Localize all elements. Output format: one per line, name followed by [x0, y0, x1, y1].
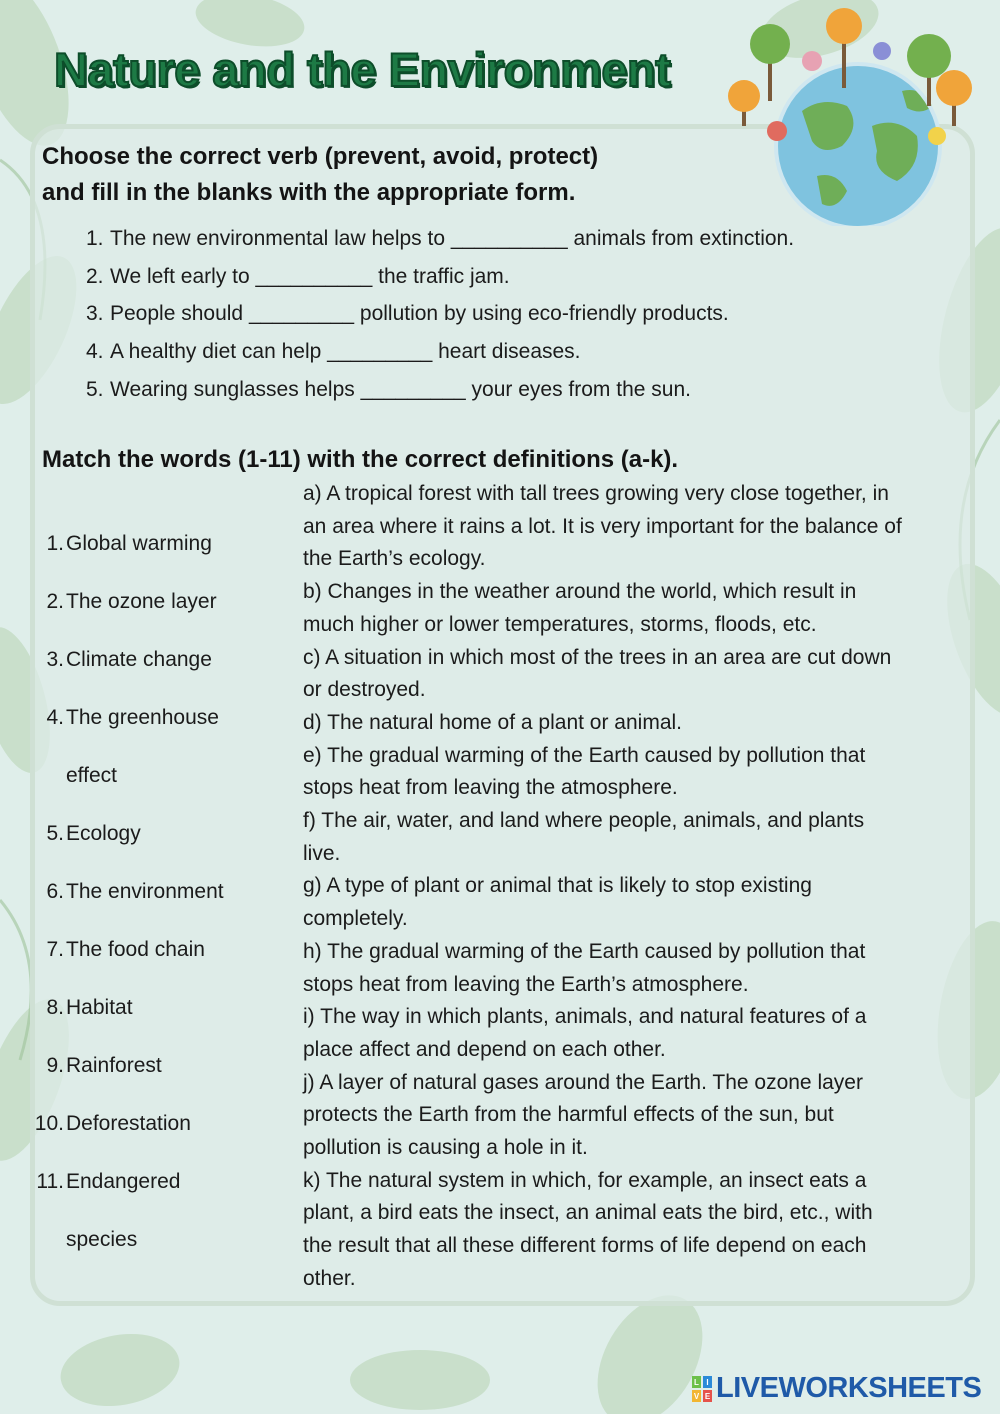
definition-line: k) The natural system in which, for example, an insect eats a: [303, 1168, 867, 1192]
definition-line: the Earth’s ecology.: [303, 547, 486, 571]
word-number: 10.: [34, 1112, 64, 1135]
fill-blanks-instruction: [42, 139, 732, 211]
definition-line: c) A situation in which most of the trees in an area are cut down: [303, 645, 892, 669]
word-label: effect: [66, 764, 117, 787]
word-item: [26, 1211, 296, 1269]
word-number: [26, 747, 66, 805]
fill-blanks-list: [86, 220, 966, 409]
item-text: Wearing sunglasses helps _________ your eyes from the sun.: [110, 377, 691, 401]
item-text: The new environmental law helps to __________ animals from extinction.: [110, 227, 795, 250]
list-item: [86, 371, 966, 409]
word-label: Climate change: [66, 648, 212, 671]
definition-line: live.: [303, 841, 341, 865]
word-label: The ozone layer: [66, 590, 217, 613]
definition-line: completely.: [303, 907, 408, 931]
definition-line: much higher or lower temperatures, storms, floods, etc.: [303, 612, 817, 636]
instruction-line: Choose the correct verb (prevent, avoid, protect): [42, 143, 599, 170]
liveworksheets-logo-icon: [692, 1376, 712, 1402]
list-item: [86, 258, 966, 296]
earth-globe-icon: [722, 6, 984, 226]
word-item: [26, 921, 296, 979]
word-label: Endangered: [66, 1170, 181, 1193]
definition-line: protects the Earth from the harmful effects of the sun, but: [303, 1103, 834, 1127]
word-item: [26, 515, 296, 573]
matching-words-list: [26, 515, 296, 1269]
word-label: Habitat: [66, 996, 133, 1019]
word-item: [26, 689, 296, 747]
item-number: 3.: [86, 302, 104, 326]
word-number: 9.: [46, 1054, 64, 1077]
word-number: 3.: [46, 648, 64, 671]
word-label: Ecology: [66, 822, 141, 845]
word-number: 4.: [46, 706, 64, 729]
item-text: A healthy diet can help _________ heart diseases.: [110, 340, 581, 364]
word-number: 7.: [46, 938, 64, 961]
definition-line: other.: [303, 1266, 356, 1290]
word-number: 8.: [46, 996, 64, 1019]
liveworksheets-logo[interactable]: [692, 1372, 981, 1405]
word-item: [26, 805, 296, 863]
list-item: [86, 333, 966, 371]
definition-line: pollution is causing a hole in it.: [303, 1136, 588, 1160]
definition-line: h) The gradual warming of the Earth caused by pollution that: [303, 939, 866, 963]
word-item: [26, 631, 296, 689]
word-item: [26, 1095, 296, 1153]
definition-line: b) Changes in the weather around the world, which result in: [303, 580, 857, 604]
instruction-line: and fill in the blanks with the appropriate form.: [42, 179, 576, 206]
definition-line: stops heat from leaving the atmosphere.: [303, 776, 678, 800]
page-title: Nature and the Environment: [54, 43, 671, 96]
svg-text:V: V: [693, 1391, 700, 1401]
word-item: [26, 747, 296, 805]
word-item: [26, 573, 296, 631]
word-label: Global warming: [66, 532, 212, 555]
brand-name: LIVEWORKSHEETS: [716, 1372, 982, 1404]
word-label: The food chain: [66, 938, 205, 961]
matching-instruction: Match the words (1-11) with the correct definitions (a-k).: [42, 446, 679, 473]
item-number: 1.: [86, 227, 104, 250]
item-text: People should _________ pollution by using eco-friendly products.: [110, 302, 729, 326]
definition-line: plant, a bird eats the insect, an animal eats the bird, etc., with: [303, 1201, 873, 1225]
word-item: [26, 863, 296, 921]
item-number: 4.: [86, 340, 104, 364]
list-item: [86, 295, 966, 333]
svg-text:L: L: [694, 1377, 699, 1387]
word-number: 11.: [36, 1170, 64, 1193]
svg-text:E: E: [704, 1391, 711, 1401]
svg-text:I: I: [706, 1377, 709, 1387]
item-text: We left early to __________ the traffic jam.: [110, 264, 510, 288]
word-label: The greenhouse: [66, 706, 219, 729]
definition-line: stops heat from leaving the Earth’s atmosphere.: [303, 972, 749, 996]
definition-line: the result that all these different forms of life depend on each: [303, 1234, 867, 1258]
word-number: 1.: [46, 532, 64, 555]
definition-line: g) A type of plant or animal that is likely to stop existing: [303, 874, 812, 898]
word-label: Deforestation: [66, 1112, 191, 1135]
definitions-list: [303, 478, 978, 1296]
definition-line: d) The natural home of a plant or animal.: [303, 710, 682, 734]
definition-line: a) A tropical forest with tall trees growing very close together, in: [303, 482, 889, 505]
word-item: [26, 1153, 296, 1211]
definition-line: an area where it rains a lot. It is very important for the balance of: [303, 514, 902, 538]
word-label: species: [66, 1228, 138, 1251]
word-number: [26, 1211, 66, 1269]
item-number: 5.: [86, 377, 104, 401]
definition-line: i) The way in which plants, animals, and natural features of a: [303, 1005, 867, 1029]
definition-line: f) The air, water, and land where people, animals, and plants: [303, 809, 865, 833]
item-number: 2.: [86, 264, 104, 288]
definition-line: or destroyed.: [303, 678, 426, 702]
word-item: [26, 1037, 296, 1095]
definition-line: e) The gradual warming of the Earth caused by pollution that: [303, 743, 866, 767]
word-number: 2.: [46, 590, 64, 613]
word-label: The environment: [66, 880, 224, 903]
definition-line: place affect and depend on each other.: [303, 1037, 666, 1061]
word-number: 5.: [46, 822, 64, 845]
word-item: [26, 979, 296, 1037]
word-number: 6.: [46, 880, 64, 903]
definition-line: j) A layer of natural gases around the Earth. The ozone layer: [303, 1070, 863, 1094]
word-label: Rainforest: [66, 1054, 162, 1077]
